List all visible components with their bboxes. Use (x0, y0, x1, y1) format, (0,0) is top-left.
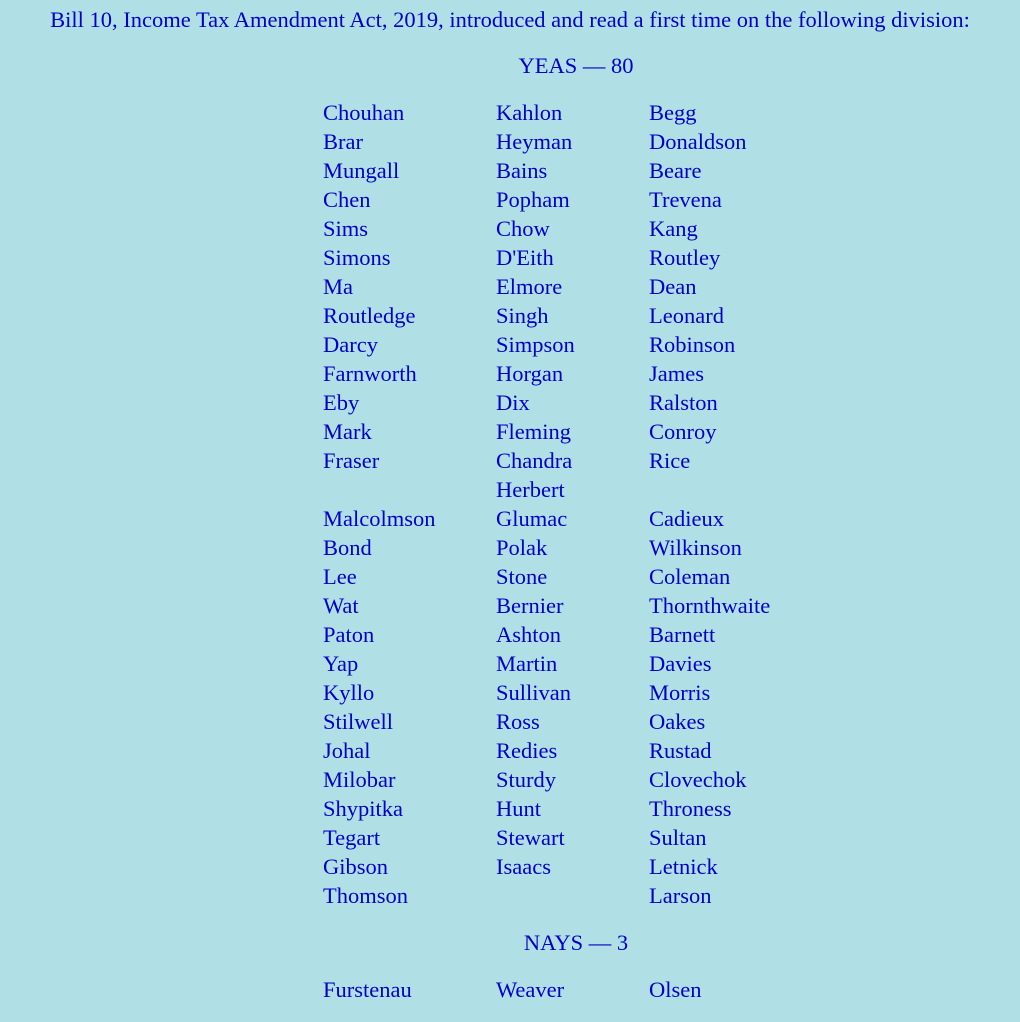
yeas-column-1 (323, 98, 436, 910)
member-name: Leonard (649, 303, 724, 328)
member-name: Kyllo (323, 680, 375, 705)
member-name: Bond (323, 535, 372, 560)
member-name: Shypitka (323, 796, 404, 821)
member-name: Ralston (649, 390, 718, 415)
member-name: Polak (496, 535, 548, 560)
member-name: Bains (496, 158, 548, 183)
member-name: Yap (323, 651, 359, 676)
member-name: Sullivan (496, 680, 572, 705)
member-name: Sims (323, 216, 369, 241)
nays-column-2 (496, 975, 564, 1004)
member-name: Thornthwaite (649, 593, 771, 618)
member-name: Darcy (323, 332, 378, 357)
member-name: Chow (496, 216, 550, 241)
member-name: Oakes (649, 709, 706, 734)
member-name: James (649, 361, 704, 386)
member-name: Chen (323, 187, 371, 212)
member-name: Eby (323, 390, 360, 415)
member-name (323, 475, 436, 504)
member-name: Ross (496, 709, 540, 734)
member-name: Stilwell (323, 709, 394, 734)
member-name: Rustad (649, 738, 712, 763)
member-name: D'Eith (496, 245, 554, 270)
member-name: Redies (496, 738, 558, 763)
nays-column-3 (649, 975, 702, 1004)
member-name: Popham (496, 187, 570, 212)
member-name: Johal (323, 738, 371, 763)
member-name: Horgan (496, 361, 564, 386)
member-name (496, 881, 575, 910)
member-name: Stone (496, 564, 548, 589)
member-name: Ashton (496, 622, 562, 647)
member-name: Malcolmson (323, 506, 436, 531)
member-name: Barnett (649, 622, 716, 647)
member-name: Herbert (496, 477, 565, 502)
yeas-heading: YEAS — 80 (518, 53, 634, 78)
member-name: Begg (649, 100, 697, 125)
yeas-column-2 (496, 98, 575, 910)
member-name: Conroy (649, 419, 717, 444)
member-name: Kahlon (496, 100, 563, 125)
member-name: Gibson (323, 854, 389, 879)
member-name: Elmore (496, 274, 563, 299)
member-name: Rice (649, 448, 691, 473)
member-name: Kang (649, 216, 698, 241)
member-name (649, 475, 770, 504)
member-name: Routledge (323, 303, 416, 328)
member-name: Hunt (496, 796, 541, 821)
member-name: Clovechok (649, 767, 747, 792)
member-name: Dean (649, 274, 697, 299)
member-name: Martin (496, 651, 558, 676)
member-name: Farnworth (323, 361, 417, 386)
member-name: Paton (323, 622, 375, 647)
member-name: Larson (649, 883, 712, 908)
member-name: Stewart (496, 825, 565, 850)
member-name: Wilkinson (649, 535, 742, 560)
member-name: Robinson (649, 332, 736, 357)
member-name: Routley (649, 245, 721, 270)
member-name: Fleming (496, 419, 572, 444)
member-name: Glumac (496, 506, 568, 531)
member-name: Throness (649, 796, 732, 821)
member-name: Isaacs (496, 854, 551, 879)
member-name: Chandra (496, 448, 573, 473)
member-name: Tegart (323, 825, 381, 850)
member-name: Sturdy (496, 767, 557, 792)
member-name: Weaver (496, 977, 565, 1002)
member-name: Brar (323, 129, 363, 154)
member-name: Trevena (649, 187, 722, 212)
division-intro: Bill 10, Income Tax Amendment Act, 2019, introduced and read a first time on the following division: (50, 7, 970, 32)
member-name: Heyman (496, 129, 573, 154)
nays-column-1 (323, 975, 412, 1004)
member-name: Wat (323, 593, 359, 618)
member-name: Mark (323, 419, 372, 444)
nays-heading: NAYS — 3 (523, 930, 629, 955)
member-name: Coleman (649, 564, 731, 589)
member-name: Dix (496, 390, 530, 415)
member-name: Simons (323, 245, 391, 270)
member-name: Mungall (323, 158, 400, 183)
member-name: Chouhan (323, 100, 405, 125)
member-name: Furstenau (323, 977, 412, 1002)
member-name: Davies (649, 651, 712, 676)
member-name: Bernier (496, 593, 564, 618)
member-name: Cadieux (649, 506, 724, 531)
member-name: Simpson (496, 332, 575, 357)
member-name: Olsen (649, 977, 702, 1002)
member-name: Sultan (649, 825, 707, 850)
member-name: Thomson (323, 883, 409, 908)
member-name: Letnick (649, 854, 718, 879)
member-name: Fraser (323, 448, 380, 473)
member-name: Donaldson (649, 129, 747, 154)
member-name: Ma (323, 274, 353, 299)
member-name: Singh (496, 303, 549, 328)
member-name: Beare (649, 158, 702, 183)
yeas-column-3 (649, 98, 770, 910)
member-name: Morris (649, 680, 711, 705)
member-name: Lee (323, 564, 357, 589)
member-name: Milobar (323, 767, 396, 792)
